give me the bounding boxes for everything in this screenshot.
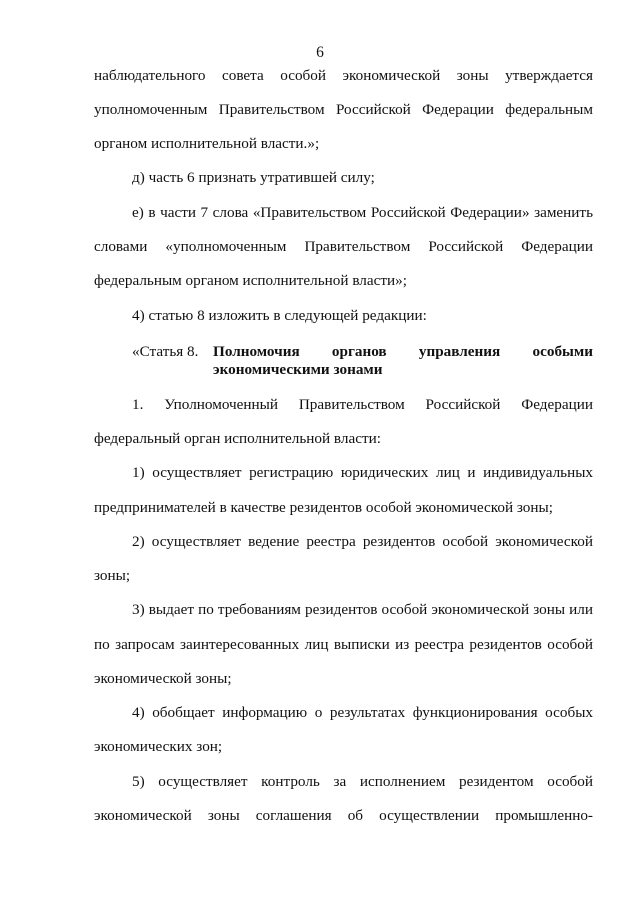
text-line: федеральный орган исполнительной власти: [94, 430, 381, 447]
text-line: экономической зоны; [94, 670, 232, 687]
text-line: 3) выдает по требованиям резидентов особой экономической зоны или [132, 601, 593, 618]
text-line: уполномоченным Правительством Российской Федерации федеральным [94, 101, 593, 118]
article-title-line: Полномочия органов управления особыми [213, 343, 593, 360]
text-line: экономических зон; [94, 738, 223, 755]
text-line: 1) осуществляет регистрацию юридических лиц и индивидуальных [132, 464, 593, 481]
text-line: е) в части 7 слова «Правительством Российской Федерации» заменить [132, 204, 593, 221]
page-number: 6 [316, 44, 324, 61]
text-line: экономической зоны соглашения об осуществлении промышленно- [94, 807, 593, 824]
text-line: предпринимателей в качестве резидентов особой экономической зоны; [94, 499, 553, 516]
text-line: словами «уполномоченным Правительством Российской Федерации [94, 238, 593, 255]
text-line: д) часть 6 признать утратившей силу; [132, 169, 375, 186]
text-line: по запросам заинтересованных лиц выписки из реестра резидентов особой [94, 636, 593, 653]
text-line: органом исполнительной власти.»; [94, 135, 320, 152]
text-line: 5) осуществляет контроль за исполнением резидентом особой [132, 773, 593, 790]
text-line: федеральным органом исполнительной власти»; [94, 272, 407, 289]
text-line: 1. Уполномоченный Правительством Российской Федерации [132, 396, 593, 413]
article-title-line: экономическими зонами [213, 361, 383, 378]
text-line: 2) осуществляет ведение реестра резидентов особой экономической [132, 533, 593, 550]
text-line: зоны; [94, 567, 131, 584]
article-label: «Статья 8. [132, 343, 199, 360]
text-line: наблюдательного совета особой экономической зоны утверждается [94, 67, 593, 84]
text-line: 4) статью 8 изложить в следующей редакции: [132, 307, 427, 324]
text-line: 4) обобщает информацию о результатах функционирования особых [132, 704, 593, 721]
